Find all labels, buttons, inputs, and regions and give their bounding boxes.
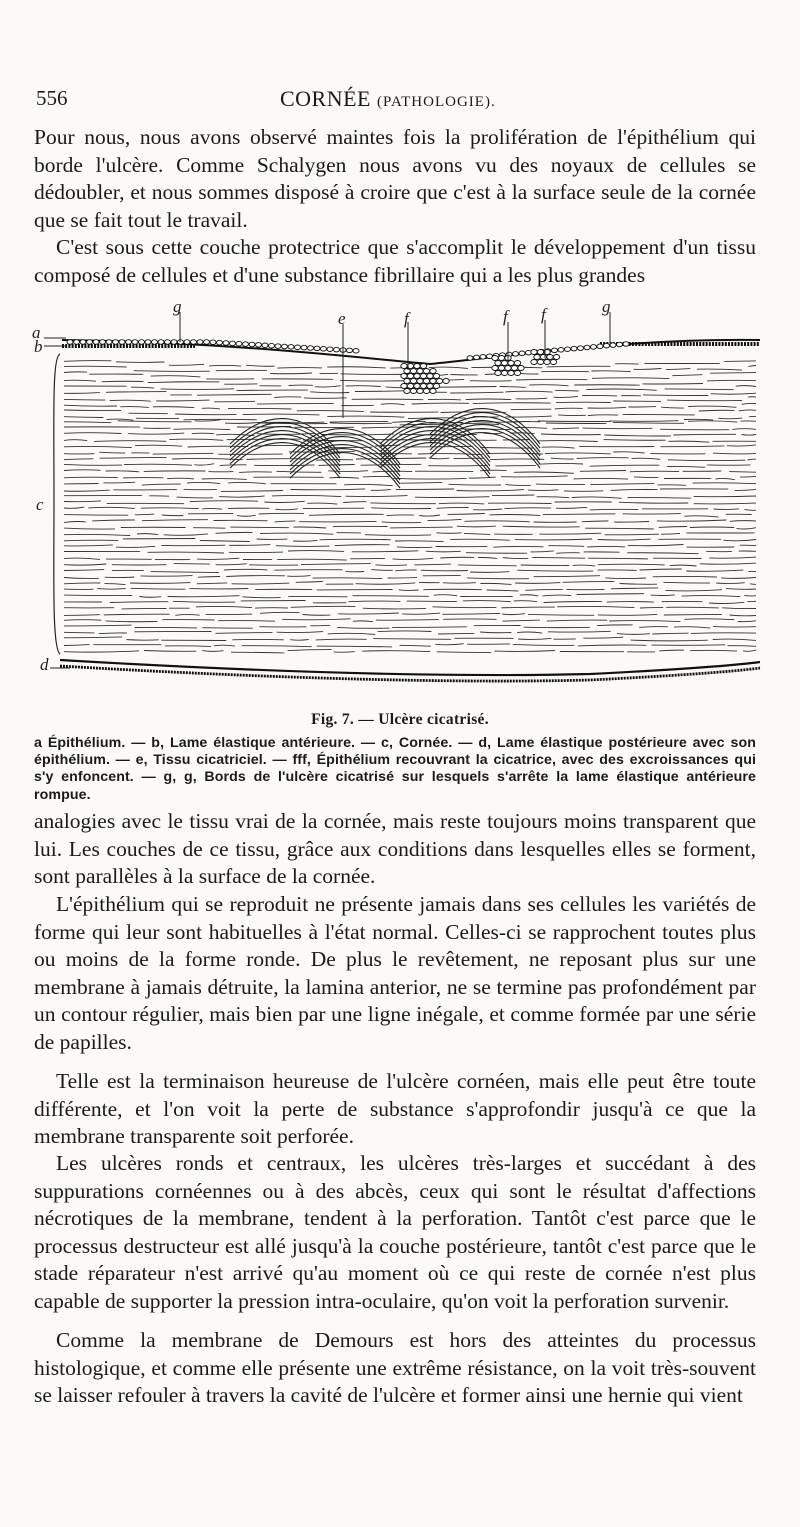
epithelial-cell [508,371,514,376]
epithelial-cell [518,366,524,371]
fiber-line [64,463,750,467]
fiber-line [64,495,756,498]
paragraph-5: Telle est la terminaison heureuse de l'ulcère cornéen, mais elle peut être toute différente, et l'on voit la perte de substance s'approfondir jusqu'à ce que la membrane transparente soit perforée. [34,1069,756,1149]
epithelial-cell [249,342,255,347]
epithelial-cell [217,340,223,345]
epithelial-cell [407,374,413,379]
epithelial-cell [610,343,616,348]
epithelial-cell [410,379,416,384]
figure-title: Fig. 7. — Ulcère cicatrisé. [311,711,489,728]
epithelial-cell [401,364,407,369]
fiber-line [64,581,756,584]
epithelial-cell [433,384,439,389]
fiber-line [64,519,756,522]
epithelial-cell [301,345,307,350]
epithelial-cell [591,345,597,350]
epithelial-cell [571,346,577,351]
epithelial-cell [584,345,590,350]
figure-label-e: e [338,309,346,328]
figure-label-a: a [32,323,41,342]
epithelial-cell [495,361,501,366]
epithelial-cell [295,345,301,350]
epithelial-cell [514,371,520,376]
epithelial-cell [558,348,564,353]
epithelial-cell [474,355,480,360]
paragraph-2: C'est sous cette couche protectrice que s'accomplit le développement d'un tissu composé de cellules et d'une substance fibrillaire qui a les plus grandes [34,235,756,287]
page-number: 556 [36,86,68,110]
epithelial-cell [404,389,410,394]
epithelial-cell [508,361,514,366]
epithelial-cell [106,340,112,345]
epithelial-cell [597,344,603,349]
fiber-line [64,575,756,578]
fiber-line [64,557,756,560]
epithelial-cell [417,389,423,394]
fiber-line [64,482,756,486]
epithelial-cell [604,343,610,348]
epithelial-cell [401,384,407,389]
fiber-line [64,470,756,474]
paragraph-6: Les ulcères ronds et centraux, les ulcères très-larges et succédant à des suppurations cornéennes ou à des abcès, ceux qui sont le résultat d'affections nécrotiques de la membrane, tendent à la perforation. Tantôt c'est parce que le processus destructeur est allé jusqu'à la couche postérieure, tantôt c'est parce que le stade réparateur n'est arrivé qu'au moment où ce qui reste de cornée n'est plus capable de supporter la pression intra-oculaire, qu'on voit la perforation survenir. [34,1151,756,1313]
epithelial-cell [145,340,151,345]
fiber-line [64,563,756,566]
epithelial-cell [288,345,294,350]
epithelial-cell [256,343,262,348]
epithelial-cell [501,371,507,376]
epithelial-cell [275,344,281,349]
epithelial-cell [423,389,429,394]
epithelial-cell [184,340,190,345]
fiber-line [64,501,756,504]
epithelial-cell [152,340,158,345]
epithelial-cell [93,340,99,345]
paragraph-1: Pour nous, nous avons observé maintes fois la prolifération de l'épithélium qui borde l'ulcère. Comme Schalygen nous avons vu des noyaux de cellules se dédoubler, et nous sommes disposé à croire que c'est à la surface seule de la cornée que se fait tout le travail. [34,125,756,232]
epithelial-cell [537,360,543,365]
epithelial-cell [430,389,436,394]
fiber-line [64,545,756,548]
epithelial-cell [171,340,177,345]
fiber-line [64,507,756,510]
epithelial-cell [404,369,410,374]
fiber-line [64,637,756,641]
epithelial-cell [505,366,511,371]
epithelial-cell [414,364,420,369]
fiber-line [64,513,752,517]
fiber-line [64,551,756,554]
epithelial-cell [430,379,436,384]
fiber-line [64,594,756,598]
fiber-line [64,601,756,604]
stromal-fibers [64,361,756,653]
epithelial-cell [511,366,517,371]
epithelial-cell [334,347,340,352]
epithelial-cell [74,340,80,345]
epithelial-cell [514,361,520,366]
epithelial-cell [404,379,410,384]
figure-label-c: c [36,495,44,514]
epithelial-cell [80,340,86,345]
figure-label-d: d [40,655,49,674]
epithelial-cell [550,360,556,365]
epithelial-cell [443,379,449,384]
epithelial-cell [534,355,540,360]
epithelial-cell [427,374,433,379]
epithelial-cell [427,384,433,389]
epithelial-cell [308,346,314,351]
epithelial-cell [417,379,423,384]
epithelial-cell [537,350,543,355]
fiber-line [64,606,756,609]
epithelial-cell [531,350,537,355]
figure-label-f1: f [404,309,409,328]
epithelial-cell [327,347,333,352]
epithelial-cell [420,374,426,379]
cornea-bracket [54,354,60,654]
paragraph-4: L'épithélium qui se reproduit ne présente jamais dans ses cellules les variétés de forme qui leur sont habituelles à l'état normal. Celles-ci se rapprochent toutes plus ou moins de la forme ronde. De plus le revêtement, ne reposant plus sur une membrane à jamais détruite, la lamina anterior, ne se termine pas profondément par un contour régulier, mais bien par une ligne inégale, et comme formée par une série de papilles. [34,892,756,1054]
fiber-line [64,416,756,425]
fiber-line [64,631,756,634]
running-title-sub: (PATHOLOGIE). [377,94,496,110]
fiber-line [64,532,755,535]
epithelial-cell [243,342,249,347]
epithelial-cell [100,340,106,345]
paragraph-3: analogies avec le tissu vrai de la cornée, mais reste toujours moins transparent que lui. Les couches de ce tissu, grâce aux conditions dans lesquelles elles se forment, sont parallèles à la surface de la cornée. [34,809,756,889]
scar-fiber [380,427,490,462]
epithelial-cell [197,340,203,345]
epithelial-cell [210,340,216,345]
epithelial-cell [119,340,125,345]
epithelial-cell [423,379,429,384]
running-title [280,86,496,112]
epithelial-cell [544,360,550,365]
epithelial-cell [132,340,138,345]
epithelial-cell [236,341,242,346]
epithelial-cell [623,342,629,347]
fiber-line [64,410,756,419]
figure-caption: a Épithélium. — b, Lame élastique antérieure. — c, Cornée. — d, Lame élastique postérieure avec son épithélium. — e, Tissu cicatriciel. — fff, Épithélium recouvrant la cicatrice, avec des excroissances qui s'y enfoncent. — g, g, Bords de l'ulcère cicatrisé sur lesquels s'arrête la lame élastique antérieure rompue. [34,735,756,803]
epithelial-cell [513,352,519,357]
epithelial-cell [414,384,420,389]
epithelial-cell [417,369,423,374]
epithelial-cell [158,340,164,345]
epithelial-cell [410,389,416,394]
epithelial-cell [501,361,507,366]
epithelial-cell [578,346,584,351]
epithelial-cell [262,343,268,348]
epithelial-cell [495,371,501,376]
corneal-section-illustration [30,298,770,700]
epithelial-cell [347,348,353,353]
scar-fiber [290,437,400,472]
epithelial-cell [547,355,553,360]
fiber-line [64,526,756,529]
epithelial-cell [492,366,498,371]
fiber-line [64,650,756,653]
epithelial-cell [401,374,407,379]
fiber-line [64,403,756,412]
epithelial-cell [519,351,525,356]
epithelial-cell [414,374,420,379]
epithelial-cell [139,340,145,345]
epithelial-cell [410,369,416,374]
fiber-line [64,612,756,615]
epithelial-cell [617,342,623,347]
running-title-main: CORNÉE [280,86,371,111]
figure-label-g-left: g [173,298,182,316]
scar-fiber [290,433,400,468]
epithelial-cell [269,343,275,348]
fiber-line [64,476,756,480]
epithelial-cell [433,374,439,379]
fiber-line [64,625,756,628]
epithelial-cell [407,384,413,389]
epithelial-cell [553,355,559,360]
epithelial-cell [480,355,486,360]
scar-fiber [430,409,540,444]
epithelial-cell [467,356,473,361]
fiber-line [64,439,756,442]
page-header [30,86,770,116]
epithelial-cell [420,384,426,389]
fiber-line [64,588,756,591]
epithelial-cell [436,379,442,384]
fiber-line [64,457,756,460]
epithelial-cell [420,364,426,369]
epithelial-cell [165,340,171,345]
epithelial-cell [87,340,93,345]
epithelial-cell [540,355,546,360]
fiber-line [64,569,756,573]
epithelial-cell [430,369,436,374]
fiber-line [64,539,756,542]
epithelial-cell [223,341,229,346]
figure-ulcer-cicatrise [30,298,770,700]
fiber-line [64,644,756,647]
epithelial-cell [498,366,504,371]
epithelial-cell [230,341,236,346]
epithelial-cell [314,346,320,351]
epithelial-cell [552,348,558,353]
epithelial-cell [492,356,498,361]
epithelial-cell [353,349,359,354]
epithelial-cell [204,340,210,345]
fiber-line [64,452,756,455]
epithelial-cell [321,347,327,352]
epithelial-cell [498,356,504,361]
epithelial-cell [565,347,571,352]
epithelial-cell [282,344,288,349]
figure-label-f3: f [541,305,546,324]
fiber-line [64,619,756,622]
epithelial-cell [531,360,537,365]
fiber-line [64,489,756,492]
epithelial-cell [423,369,429,374]
epithelial-cell [191,340,197,345]
figure-label-b: b [34,337,43,356]
paragraph-7: Comme la membrane de Demours est hors des atteintes du processus histologique, et comme elle présente une extrême résistance, on la voit très-souvent se laisser refouler à travers la cavité de l'ulcère et former ainsi une hernie qui vient [34,1328,756,1408]
epithelial-cell [126,340,132,345]
epithelial-cell [67,340,73,345]
figure-label-g-right: g [602,298,611,316]
epithelial-cell [113,340,119,345]
fiber-line [64,397,756,406]
figure-label-f2: f [503,307,508,326]
